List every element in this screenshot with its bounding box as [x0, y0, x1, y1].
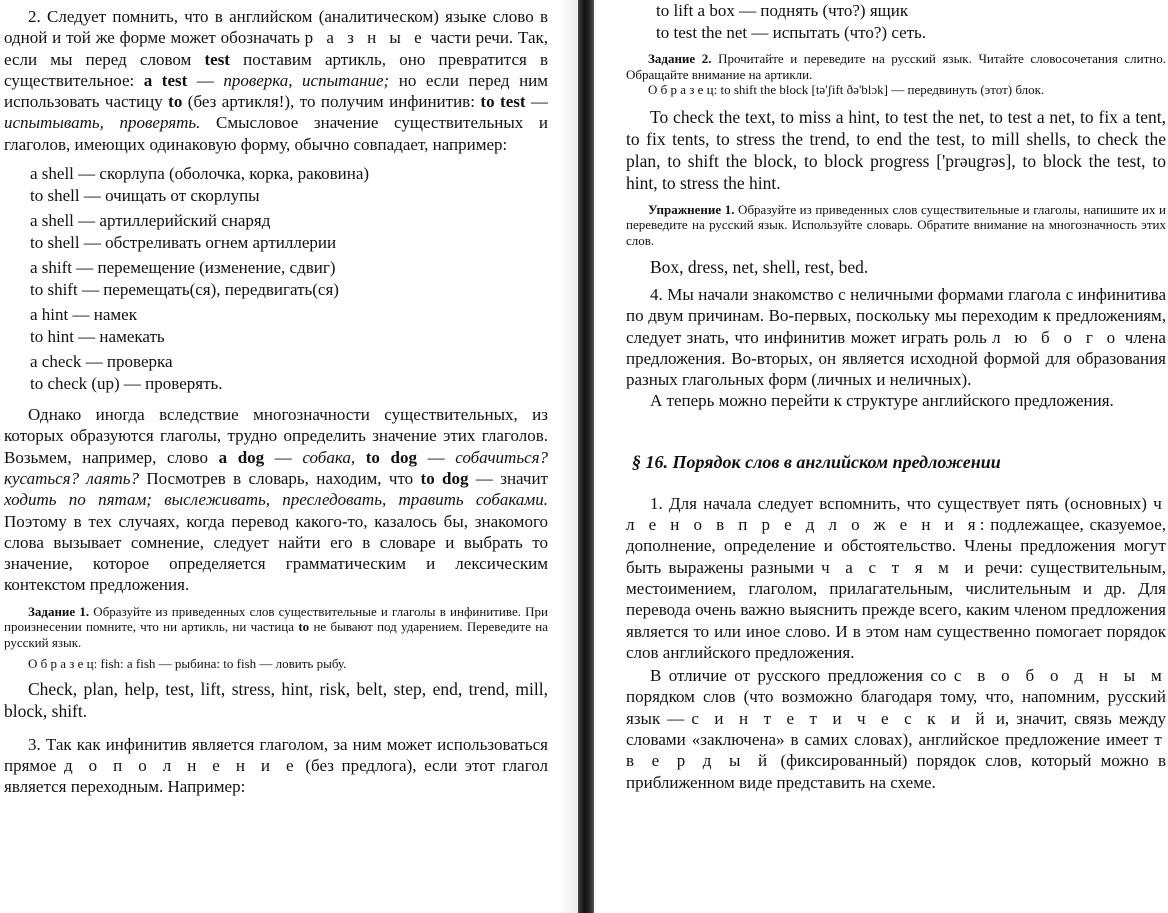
- example-lines: [656, 0, 1166, 43]
- spaced-text: с и н т е т и ч е с к и й: [691, 708, 989, 728]
- text-run: но если перед ним использовать частицу: [4, 70, 548, 112]
- noun-line: a shift — перемещение (изменение, сдвиг): [30, 258, 336, 278]
- italic-gloss: собака,: [302, 447, 356, 467]
- word-pair: [30, 351, 548, 394]
- spaced-text: д о п о л н е н и е: [64, 756, 298, 776]
- text-run: поставим артикль, оно превратится в существительное:: [4, 49, 548, 90]
- task-2-sample: О б р а з е ц: to shift the block [tə'ʃift ðə'blɔk] — передвинуть (этот) блок.: [648, 82, 1045, 97]
- verb-line: to check (up) — проверять.: [30, 373, 223, 393]
- text-run: —: [525, 92, 548, 112]
- task-label: Задание 1.: [28, 603, 90, 619]
- text-run: (фиксированный) порядок слов, который можно в приближенном виде представить на схеме.: [626, 751, 1166, 792]
- task-label: Задание 2.: [648, 51, 712, 66]
- text-run: Образуйте из приведенных слов существительные и глаголы, напишите их и переведите на русский язык. Используйте словарь. Обратите внимание на многозначность этих слов.: [626, 201, 1166, 248]
- task-2: [626, 51, 1166, 82]
- text-run: Поэтому в тех случаях, когда перевод какого-то, казалось бы, знакомого слова вызывает сомнение, следует найти его в словаре и выбрать то значение, которое определяется грамматическим и лексическим контекстом предложения.: [4, 511, 548, 595]
- text-run: Посмотрев в словарь, находим, что: [138, 468, 421, 488]
- text-run: 4. Мы начали знакомство с неличными формами глагола с инфинитива по двум причинам. Во-первых, поскольку мы переходим к предложениям, следует знать, что инфинитив может играть роль: [626, 285, 1166, 347]
- paragraph-2: [4, 6, 548, 155]
- spaced-text: т в е р д ы й: [626, 730, 1166, 771]
- spaced-text: с в о б о д н ы м: [953, 666, 1166, 686]
- noun-line: a shell — скорлупа (оболочка, корка, раковина): [30, 164, 370, 184]
- bold-term: a test: [143, 70, 188, 90]
- sample-label: О б р а з е ц:: [28, 656, 98, 672]
- verb-line: to hint — намекать: [30, 326, 165, 346]
- italic-gloss: ходить по пятам; выслеживать, преследовать, травить собаками.: [4, 490, 548, 510]
- text-run: не бывают под ударением. Переведите на русский язык.: [4, 619, 548, 650]
- exercise-1: [626, 202, 1166, 249]
- example-line: to test the net — испытать (что?) сеть.: [656, 22, 927, 42]
- paragraph-members: [626, 493, 1166, 663]
- paragraph-transition: А теперь можно перейти к структуре английского предложения.: [650, 391, 1114, 411]
- text-run: fish: a fish — рыбина: to fish — ловить рыбу.: [97, 656, 347, 672]
- paragraph-unlike: [626, 665, 1166, 793]
- text-run: Образуйте из приведенных слов существительные и глаголы в инфинитиве. При произнесении помните, что ни артикль, ни частица: [4, 603, 548, 635]
- spaced-text: ч л е н о в п р е д л о ж е н и я: [626, 493, 1166, 535]
- text-run: порядком слов (что возможно благодаря тому, что, напомним, русский язык —: [626, 687, 1166, 728]
- text-run: [355, 448, 366, 467]
- noun-line: a shell — артиллерийский снаряд: [30, 211, 271, 231]
- text-run: —: [187, 70, 224, 90]
- bold-term: to dog: [365, 447, 417, 467]
- word-pairs: [4, 163, 548, 394]
- bold-term: to: [168, 92, 183, 112]
- word-pair: [30, 304, 548, 347]
- text-run: (без предлога), если этот глагол является переходным. Например:: [4, 756, 548, 797]
- text-run: Смысловое значение существительных и глаголов, имеющих одинаковую форму, обычно совпадает, например:: [4, 113, 548, 154]
- task-1: [4, 604, 548, 651]
- text-run: и, значит, связь между словами «заключена» в самих словах), английское предложение имеет: [626, 708, 1166, 750]
- text-run: —: [264, 447, 303, 467]
- spaced-text: р а з н ы е: [304, 28, 426, 48]
- verb-line: to shift — перемещать(ся), передвигать(ся): [30, 279, 339, 299]
- bold-term: to test: [480, 92, 526, 112]
- text-run: части речи. Так, если мы перед словом: [4, 28, 548, 69]
- italic-gloss: проверка, испытание;: [223, 70, 390, 90]
- text-run: 3. Так как инфинитив является глаголом, за ним может использоваться прямое: [4, 734, 548, 776]
- left-page: [4, 0, 548, 913]
- noun-line: a hint — намек: [30, 305, 137, 325]
- word-pair: [30, 210, 548, 253]
- text-run: члена предложения. Во-вторых, он является исходной формой для образования разных глагольных форм (личных и неличных).: [626, 327, 1166, 390]
- text-run: Однако иногда вследствие многозначности существительных, из которых образуются глаголы, трудно определить значение этих глаголов. Возьмем, например, слово: [4, 405, 548, 467]
- verb-line: to shell — обстреливать огнем артиллерии: [30, 232, 337, 252]
- text-run: Прочитайте и переведите на русский язык. Читайте словосочетания слитно. Обращайте внимание на артикли.: [626, 51, 1166, 82]
- text-run: —: [416, 447, 456, 467]
- gutter-shadow: [560, 0, 578, 913]
- word-pair: [30, 163, 548, 206]
- text-run: 2. Следует помнить, что в английском (аналитическом) языке слово в одной и той же форме может обозначать: [4, 7, 548, 48]
- bold-term: to dog: [420, 468, 469, 488]
- example-line: to lift a box — поднять (что?) ящик: [656, 1, 909, 20]
- bold-term: to: [298, 619, 310, 635]
- section-heading: § 16. Порядок слов в английском предложении: [632, 451, 1001, 472]
- italic-gloss: испытывать, проверять.: [4, 113, 201, 133]
- spaced-text: л ю б о г о: [992, 327, 1120, 347]
- text-run: речи: существительным, местоимением, глаголом, прилагательным, числительным и др. Для перевода очень важно выяснить прежде всего, каким членом предложения является то или иное слово. И в этом нам существенно помогает порядок слов английского предложения.: [626, 557, 1166, 662]
- noun-line: a check — проверка: [30, 352, 173, 372]
- text-run: В отличие от русского предложения со: [650, 666, 954, 686]
- text-run: : подлежащее, сказуемое, дополнение, определение и обстоятельство. Члены предложения могут быть выражены разными: [626, 515, 1166, 577]
- text-run: 1. Для начала следует вспомнить, что существует пять (основных): [650, 493, 1154, 513]
- paragraph-3: [4, 734, 548, 798]
- word-list-1: Check, plan, help, test, lift, stress, hint, risk, belt, step, end, trend, mill, block, shift.: [4, 678, 548, 721]
- text-run: (без артикля!), то получим инфинитив:: [182, 92, 481, 112]
- phrase-list: To check the text, to miss a hint, to test the net, to test a net, to fix a tent, to fix tents, to stress the trend, to end the test, to mill shells, to check the plan, to shift the block, to block progress ['prəugrəs], to block the test, to hint, to stress the hint.: [626, 106, 1166, 193]
- word-pair: [30, 257, 548, 300]
- paragraph-however: [4, 404, 548, 596]
- bold-term: a dog: [218, 447, 265, 467]
- verb-line: to shell — очищать от скорлупы: [30, 185, 260, 205]
- spaced-text: ч а с т я м и: [821, 557, 978, 577]
- italic-gloss: собачиться? кусаться? лаять?: [4, 447, 548, 488]
- book-gutter: [578, 0, 594, 913]
- exercise-label: Упражнение 1.: [648, 201, 735, 217]
- paragraph-4: [626, 284, 1166, 390]
- right-page: [626, 0, 1166, 913]
- text-run: — значит: [468, 468, 548, 488]
- task-1-sample: [4, 656, 548, 672]
- bold-term: test: [204, 49, 230, 69]
- word-list-2: Box, dress, net, shell, rest, bed.: [650, 257, 869, 277]
